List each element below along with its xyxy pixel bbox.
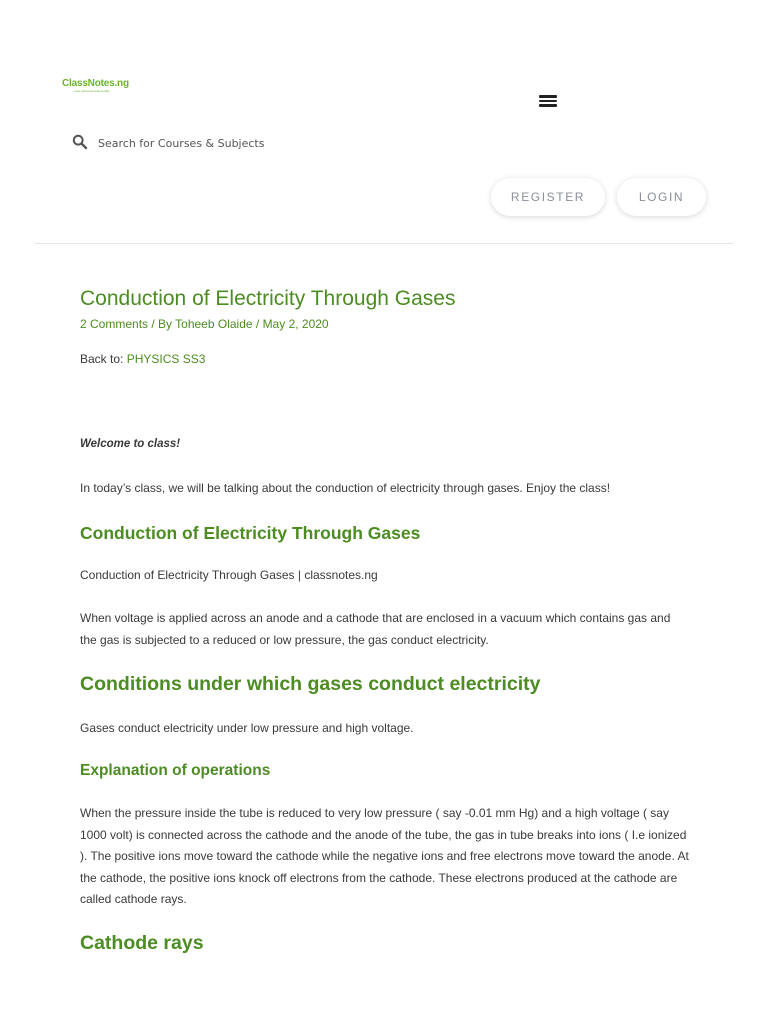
hamburger-menu-icon[interactable] xyxy=(538,93,558,109)
date-link[interactable]: May 2, 2020 xyxy=(262,317,329,331)
search-icon[interactable] xyxy=(72,134,88,150)
back-prefix: Back to: xyxy=(80,352,127,366)
meta-separator: / xyxy=(252,317,263,331)
logo-text: ClassNotes.ng xyxy=(62,78,129,89)
course-link[interactable]: PHYSICS SS3 xyxy=(126,352,206,366)
header-divider xyxy=(35,243,733,244)
back-to-course xyxy=(80,352,205,366)
section-heading-conditions: Conditions under which gases conduct electricity xyxy=(80,673,541,695)
intro-paragraph: In today’s class, we will be talking about the conduction of electricity through gases. Enjoy the class! xyxy=(80,481,611,495)
section-heading-explanation: Explanation of operations xyxy=(80,762,271,779)
register-button[interactable]: REGISTER xyxy=(491,178,605,216)
site-logo[interactable] xyxy=(62,78,152,96)
post-meta xyxy=(80,317,329,331)
search-input[interactable] xyxy=(98,132,398,154)
image-alt-text: Conduction of Electricity Through Gases | classnotes.ng xyxy=(80,568,378,582)
author-link[interactable]: Toheeb Olaide xyxy=(175,317,253,331)
logo-tagline: ...your personal study buddy xyxy=(72,89,110,93)
paragraph-conduction: When voltage is applied across an anode and a cathode that are enclosed in a vacuum which contains gas and the gas is subjected to a reduced or low pressure, the gas conduct electricity. xyxy=(80,611,671,647)
search-bar xyxy=(70,130,470,156)
page-title: Conduction of Electricity Through Gases xyxy=(80,287,456,310)
meta-by-prefix: / By xyxy=(148,317,176,331)
section-heading-conduction: Conduction of Electricity Through Gases xyxy=(80,523,421,543)
lesson-image xyxy=(80,568,378,582)
section-heading-cathode-rays: Cathode rays xyxy=(80,932,204,954)
paragraph-conditions: Gases conduct electricity under low pressure and high voltage. xyxy=(80,721,414,735)
login-button[interactable]: LOGIN xyxy=(617,178,706,216)
welcome-text: Welcome to class! xyxy=(80,438,181,450)
paragraph-explanation: When the pressure inside the tube is reduced to very low pressure ( say -0.01 mm Hg) and a high voltage ( say 1000 volt) is connected across the cathode and the anode of the tube, the gas in tube breaks into ions ( I.e ionized ). The positive ions move toward the cathode while the negative ions and free electrons move toward the anode. At the cathode, the positive ions knock off electrons from the cathode. These electrons produced at the cathode are called cathode rays. xyxy=(80,806,689,906)
comments-link[interactable]: 2 Comments xyxy=(80,317,149,331)
